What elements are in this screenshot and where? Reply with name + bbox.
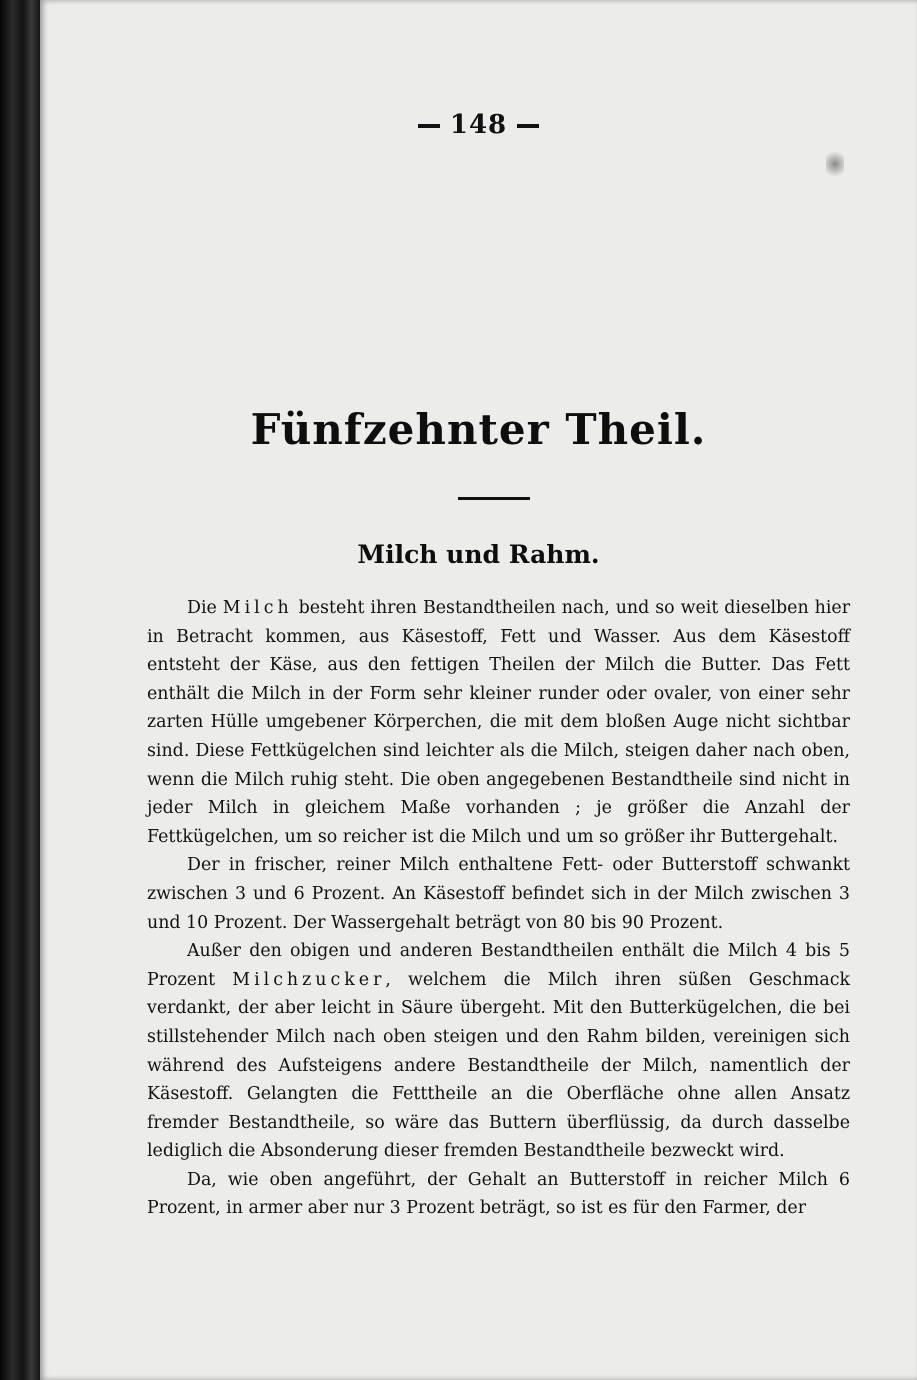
paragraph-2 xyxy=(147,851,850,937)
paragraph-1-text: Die xyxy=(187,598,223,618)
book-page xyxy=(40,0,917,1380)
paragraph-3-text: Außer den obigen und anderen Bestandtheilen enthält die Milch 4 bis 5 Prozent xyxy=(147,941,850,990)
paragraph-4 xyxy=(147,1166,850,1223)
section-title: Milch und Rahm. xyxy=(357,540,600,569)
ink-smudge xyxy=(826,148,844,180)
page-number xyxy=(40,110,917,140)
paragraph-4-text: Da, wie oben angeführt, der Gehalt an Butterstoff in reicher Milch 6 Prozent, in armer aber nur 3 Prozent beträgt, so ist es für den Farmer, der xyxy=(147,1169,850,1219)
paragraph-1-text-cont: besteht ihren Bestandtheilen nach, und so weit dieselben hier in Betracht kommen, aus Käsestoff, Fett und Wasser. Aus dem Käsestoff entsteht der Käse, aus den fettigen Theilen der Milch die Butter. Das Fett enthält die Milch in der Form sehr kleiner runder oder ovaler, von einer sehr zarten Hülle umgebener Körperchen, die mit dem bloßen Auge nicht sichtbar sind. Diese Fettkügelchen sind leichter als die Milch, steigen daher nach oben, wenn die Milch ruhig steht. Die oben angegebenen Bestandtheile sind nicht in jeder Milch in gleichem Maße vorhanden ; je größer die Anzahl der Fettkügelchen, um so reicher ist die Milch und um so größer ihr Buttergehalt. xyxy=(147,598,851,847)
body-text xyxy=(147,594,850,1223)
scan-binding-edge xyxy=(0,0,42,1380)
paragraph-3-emphasis: Milchzucker xyxy=(232,969,386,990)
chapter-title: Fünfzehnter Theil. xyxy=(250,405,707,454)
paragraph-1 xyxy=(147,594,850,851)
paragraph-3-text-cont: , welchem die Milch ihren süßen Geschmack verdankt, der aber leicht in Säure übergeht. Mit den Butterkügelchen, die bei stillstehender Milch nach oben steigen und den Rahm bilden, vereinigen sich während des Aufsteigens andere Bestandtheile der Milch, namentlich der Käsestoff. Gelangten die Fetttheile an die Oberfläche ohne allen Ansatz fremder Bestandtheile, so wäre das Buttern überflüssig, da durch dasselbe lediglich die Absonderung dieser fremden Bestandtheile bezweckt wird. xyxy=(147,969,850,1162)
page-number-value: 148 xyxy=(449,110,508,140)
paragraph-2-text: Der in frischer, reiner Milch enthaltene Fett- oder Butterstoff schwankt zwischen 3 und 6 Prozent. An Käsestoff befindet sich in der Milch zwischen 3 und 10 Prozent. Der Wassergehalt beträgt von 80 bis 90 Prozent. xyxy=(147,855,850,933)
paragraph-1-emphasis: Milch xyxy=(222,598,293,618)
dash-right xyxy=(517,124,539,128)
dash-left xyxy=(418,124,440,128)
title-rule xyxy=(458,497,530,500)
paragraph-3 xyxy=(147,937,850,1166)
